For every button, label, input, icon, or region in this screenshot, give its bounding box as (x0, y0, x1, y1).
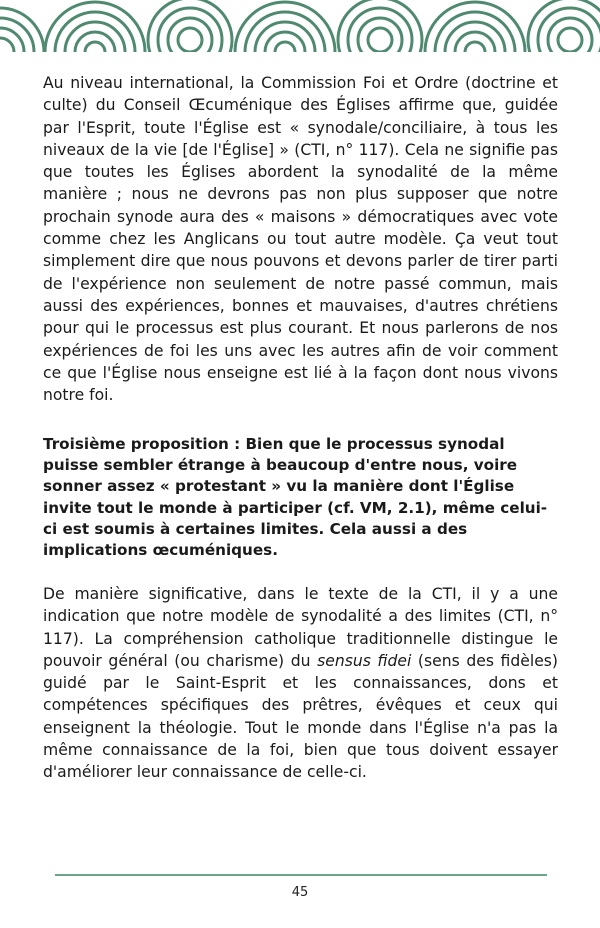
paragraph-3-text-end: (sens des fidèles) guidé par le Saint-Esprit et les connaissances, dons et compétences spécifiques des prêtres, évêques et ceux qui enseignent la théologie. Tout le monde dans l'Église n'a pas la même connaissance de la foi, bien que tous doivent essayer d'améliorer leur connaissance de celle-ci. (43, 651, 558, 782)
arc-group-4 (235, 2, 335, 52)
arc-group-1 (0, 8, 44, 52)
arc-group-2 (45, 2, 145, 52)
sensus-fidei-term: sensus fidei (317, 651, 412, 670)
arc-group-5 (338, 0, 422, 52)
arc-group-7 (528, 0, 600, 52)
body-paragraph-1: Au niveau international, la Commission Foi et Ordre (doctrine et culte) du Conseil Œcuménique des Églises affirme que, guidée par l'Esprit, toute l'Église est « synodale/conciliaire, à tous les niveaux de la vie [de l'Église] » (CTI, n° 117). Cela ne signifie pas que toutes les Églises abordent la synodalité de la même manière ; nous ne devrons pas non plus supposer que notre prochain synode aura des « maisons » démocratiques avec vote comme chez les Anglicans ou tout autre modèle. Ça veut tout simplement dire que nous pouvons et devons parler de tirer parti de l'expérience non seulement de notre passé commun, mais aussi des expériences, bonnes et mauvaises, d'autres chrétiens pour qui le processus est plus courant. Et nous parlerons de nos expériences de foi les uns avec les autres afin de voir comment ce que l'Église nous enseigne est lié à la façon dont nous vivons notre foi. (43, 74, 558, 405)
body-paragraph-3 (43, 583, 558, 784)
footer-divider (55, 874, 547, 876)
arc-group-6 (425, 2, 525, 52)
arc-group-3 (148, 0, 232, 52)
decorative-wave-header (0, 0, 600, 52)
proposition-heading: Troisième proposition : Bien que le processus synodal puisse sembler étrange à beaucoup d'entre nous, voire sonner assez « protestant » vu la manière dont l'Église invite tout le monde à participer (cf. VM, 2.1), même celui-ci est soumis à certaines limites. Cela aussi a des implications œcuméniques. (43, 435, 548, 560)
paragraph-3-text-start: De manière significative, dans le texte de la CTI, il y a une indication que notre modèle de synodalité a des limites (CTI, n° 117). La compréhension catholique traditionnelle distingue le pouvoir général (ou charisme) du (43, 585, 558, 670)
page-number: 45 (291, 885, 309, 900)
